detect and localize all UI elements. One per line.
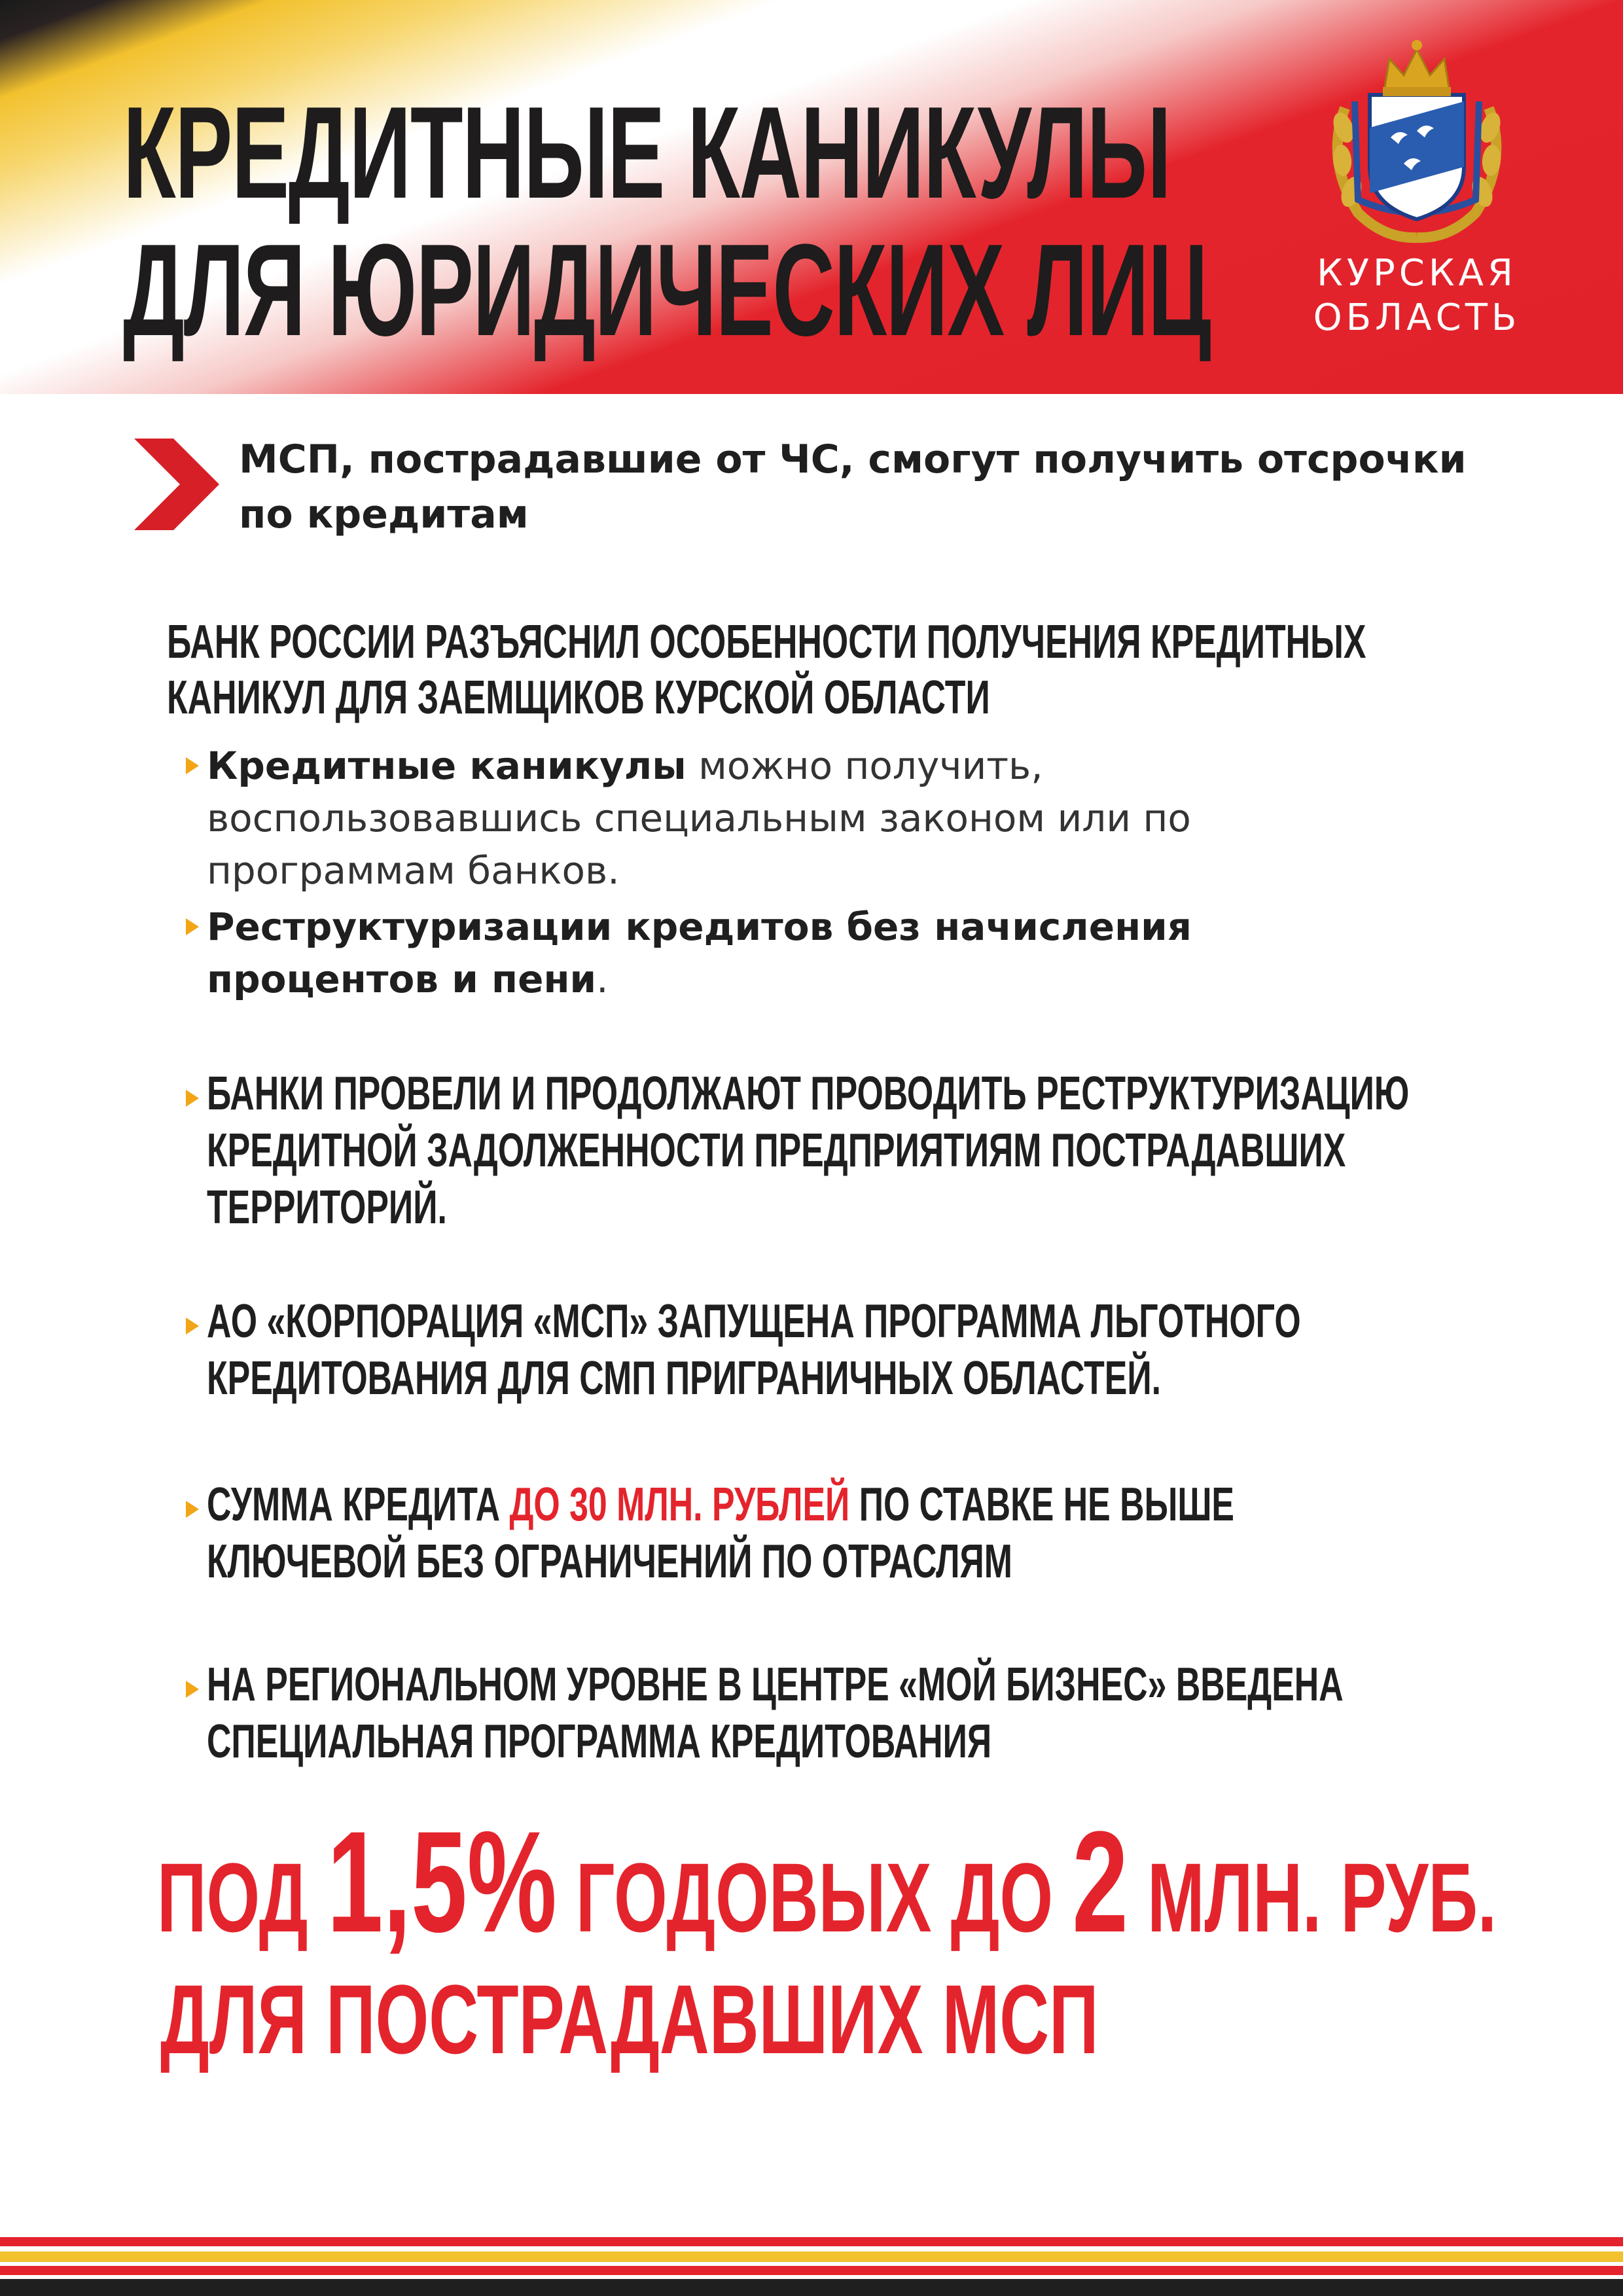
bullet-credit-holidays-bold: Кредитные каникулы: [207, 744, 687, 788]
highlight-suffix: МЛН. РУБ.: [1128, 1842, 1497, 1952]
bullet-marker-icon: [186, 1090, 199, 1107]
bullet-credit-holidays-rest: можно получить,: [686, 744, 1043, 788]
subheading-line-2: по кредитам: [239, 492, 529, 537]
bullet-loan-amount-line-2: КЛЮЧЕВОЙ БЕЗ ОГРАНИЧЕНИЙ ПО ОТРАСЛЯМ: [207, 1535, 1012, 1588]
bullet-marker-icon: [186, 1318, 199, 1335]
subheading-line-1: МСП, пострадавшие от ЧС, смогут получить отсрочки: [239, 437, 1467, 482]
page-title-line-2: ДЛЯ ЮРИДИЧЕСКИХ ЛИЦ: [123, 217, 1211, 363]
bullet-restructuring-tail: .: [596, 957, 609, 1001]
bullet-corporation-line-2: КРЕДИТОВАНИЯ ДЛЯ СМП ПРИГРАНИЧНЫХ ОБЛАСТЕЙ.: [207, 1352, 1161, 1405]
footer-stripe-yellow: [0, 2251, 1623, 2262]
chevron-right-icon: [134, 439, 219, 530]
header-banner: [0, 0, 1623, 394]
bullet-marker-icon: [186, 918, 199, 935]
bullet-credit-holidays-line-2: воспользовавшись специальным законом или по: [207, 796, 1191, 840]
bullet-marker-icon: [186, 1501, 199, 1518]
region-name-line-1: КУРСКАЯ: [1317, 252, 1517, 295]
section-title-line-1: БАНК РОССИИ РАЗЪЯСНИЛ ОСОБЕННОСТИ ПОЛУЧЕНИЯ КРЕДИТНЫХ: [167, 616, 1366, 668]
highlight-line-2: ДЛЯ ПОСТРАДАВШИХ МСП: [160, 1964, 1099, 2074]
kursk-coat-of-arms-icon: [1319, 29, 1515, 245]
bullet-loan-amount-line-1: [207, 1479, 1235, 1531]
bullet-banks-line-3: ТЕРРИТОРИЙ.: [207, 1181, 447, 1234]
bullet-restructuring-line-2: процентов и пени: [207, 957, 597, 1001]
bullet-my-business-line-1: НА РЕГИОНАЛЬНОМ УРОВНЕ В ЦЕНТРЕ «МОЙ БИЗНЕС» ВВЕДЕНА: [207, 1659, 1344, 1711]
loan-amount-highlight: ДО 30 МЛН. РУБЛЕЙ: [509, 1479, 850, 1531]
footer-stripe-red: [0, 2266, 1623, 2275]
footer-stripe-black: [0, 2279, 1623, 2296]
bullet-banks-line-1: БАНКИ ПРОВЕЛИ И ПРОДОЛЖАЮТ ПРОВОДИТЬ РЕСТРУКТУРИЗАЦИЮ: [207, 1067, 1410, 1120]
bullet-restructuring: [207, 901, 1516, 1005]
highlight-prefix: ПОД: [157, 1842, 327, 1952]
bullet-marker-icon: [186, 1681, 199, 1698]
highlight-middle: ГОДОВЫХ ДО: [556, 1842, 1073, 1952]
region-name-line-2: ОБЛАСТЬ: [1313, 296, 1521, 339]
loan-amount-prefix: СУММА КРЕДИТА: [207, 1479, 510, 1531]
page-title-line-1: КРЕДИТНЫЕ КАНИКУЛЫ: [123, 80, 1171, 226]
bullet-my-business-line-2: СПЕЦИАЛЬНАЯ ПРОГРАММА КРЕДИТОВАНИЯ: [207, 1715, 992, 1768]
bullet-credit-holidays: [207, 740, 1516, 897]
highlight-rate: 1,5%: [327, 1801, 557, 1962]
bullet-marker-icon: [186, 757, 199, 774]
highlight-amount: 2: [1072, 1801, 1128, 1962]
bullet-restructuring-line-1: Реструктуризации кредитов без начисления: [207, 905, 1192, 949]
bullet-credit-holidays-line-3: программам банков.: [207, 848, 620, 893]
subheading: [239, 432, 1515, 542]
bullet-banks-line-2: КРЕДИТНОЙ ЗАДОЛЖЕННОСТИ ПРЕДПРИЯТИЯМ ПОСТРАДАВШИХ: [207, 1124, 1346, 1177]
highlight-line-1: [157, 1801, 1497, 1962]
loan-amount-suffix: ПО СТАВКЕ НЕ ВЫШЕ: [849, 1479, 1235, 1531]
bullet-corporation-line-1: АО «КОРПОРАЦИЯ «МСП» ЗАПУЩЕНА ПРОГРАММА ЛЬГОТНОГО: [207, 1295, 1301, 1348]
footer-stripe-red: [0, 2237, 1623, 2246]
section-title-line-2: КАНИКУЛ ДЛЯ ЗАЕМЩИКОВ КУРСКОЙ ОБЛАСТИ: [167, 672, 990, 724]
